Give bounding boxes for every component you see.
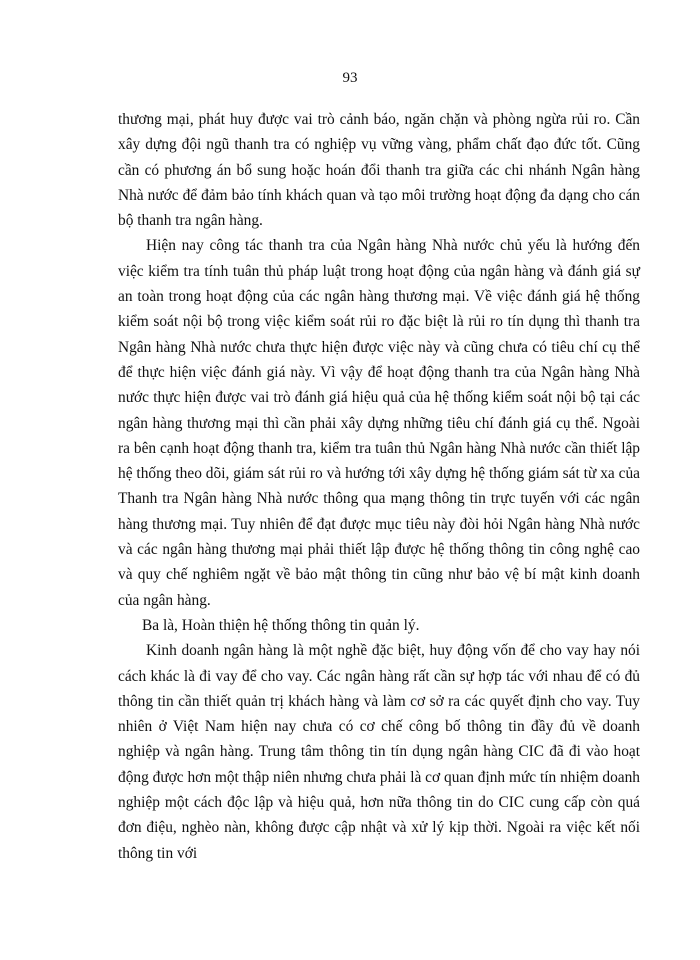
paragraph-information-system: Kinh doanh ngân hàng là một nghề đặc biệt, huy động vốn để cho vay hay nói cách khác là đi vay để cho vay. Các ngân hàng rất cần sự hợp tác với nhau để có đủ thông tin cần thiết quản trị khách hàng và làm cơ sở ra các quyết định cho vay. Tuy nhiên ở Việt Nam hiện nay chưa có cơ chế công bố thông tin đầy đủ về doanh nghiệp và ngân hàng. Trung tâm thông tin tín dụng ngân hàng CIC đã đi vào hoạt động được hơn một thập niên nhưng chưa phải là cơ quan định mức tín nhiệm doanh nghiệp một cách độc lập và hiệu quả, hơn nữa thông tin do CIC cung cấp còn quá đơn điệu, nghèo nàn, không được cập nhật và xử lý kịp thời. Ngoài ra việc kết nối thông tin với (118, 642, 640, 862)
page-number: 93 (342, 70, 358, 86)
document-body (118, 107, 640, 866)
paragraph-continuation: thương mại, phát huy được vai trò cảnh báo, ngăn chặn và phòng ngừa rủi ro. Cần xây dựng đội ngũ thanh tra có nghiệp vụ vững vàng, phẩm chất đạo đức tốt. Cũng cần có phương án bổ sung hoặc hoán đổi thanh tra giữa các chi nhánh Ngân hàng Nhà nước để đảm bảo tính khách quan và tạo môi trường hoạt động đa dạng cho cán bộ thanh tra ngân hàng. (118, 111, 640, 230)
section-heading: Ba là, Hoàn thiện hệ thống thông tin quản lý. (142, 616, 420, 634)
paragraph-inspection: Hiện nay công tác thanh tra của Ngân hàng Nhà nước chủ yếu là hướng đến việc kiểm tra tính tuân thủ pháp luật trong hoạt động của ngân hàng và đánh giá sự an toàn trong hoạt động của các ngân hàng thương mại. Về việc đánh giá hệ thống kiểm soát nội bộ trong việc kiểm soát rủi ro đặc biệt là rủi ro tín dụng thì thanh tra Ngân hàng Nhà nước chưa thực hiện được việc này và cũng chưa có tiêu chí cụ thể để thực hiện việc đánh giá này. Vì vậy để hoạt động thanh tra của Ngân hàng Nhà nước thực hiện được vai trò đánh giá hiệu quả của hệ thống kiểm soát nội bộ tại các ngân hàng thương mại thì cần phải xây dựng những tiêu chí đánh giá cụ thể. Ngoài ra bên cạnh hoạt động thanh tra, kiểm tra tuân thủ Ngân hàng Nhà nước cần thiết lập hệ thống theo dõi, giám sát rủi ro và hướng tới xây dựng hệ thống giám sát từ xa của Thanh tra Ngân hàng Nhà nước thông qua mạng thông tin trực tuyến với các ngân hàng thương mại. Tuy nhiên để đạt được mục tiêu này đòi hỏi Ngân hàng Nhà nước và các ngân hàng thương mại phải thiết lập được hệ thống thông tin công nghệ cao và quy chế nghiêm ngặt về bảo mật thông tin cũng như bảo vệ bí mật kinh doanh của ngân hàng. (118, 237, 640, 609)
